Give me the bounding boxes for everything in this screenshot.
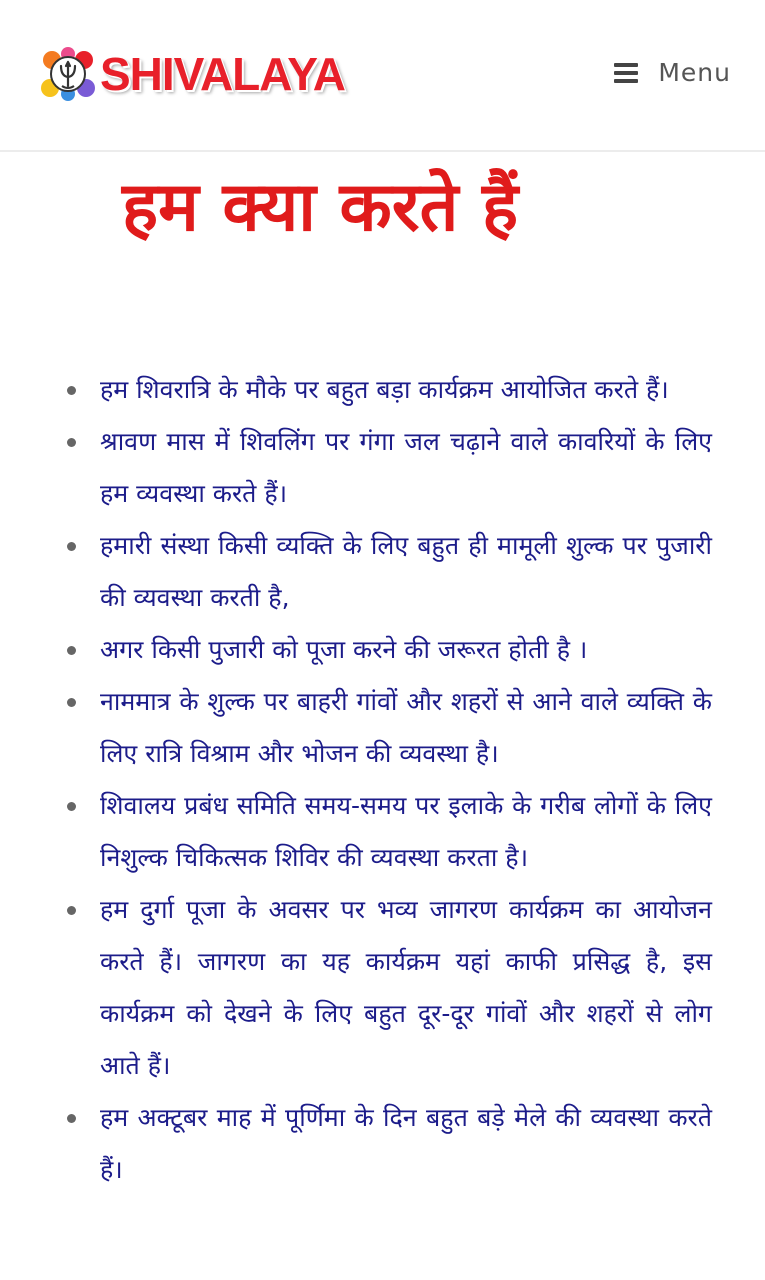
list-item (100, 624, 712, 676)
site-header (0, 0, 765, 152)
bullet-icon (67, 698, 76, 707)
bullet-icon (67, 1114, 76, 1123)
list-item-text: हम अक्टूबर माह में पूर्णिमा के दिन बहुत बड़े मेले की व्यवस्था करते हैं। (100, 1103, 712, 1184)
list-item (100, 416, 712, 520)
hamburger-icon (614, 63, 638, 83)
menu-label: Menu (658, 58, 731, 87)
bullet-icon (67, 542, 76, 551)
services-list (0, 364, 765, 1196)
bullet-icon (67, 438, 76, 447)
list-item (100, 520, 712, 624)
bullet-icon (67, 386, 76, 395)
list-item-text: हम शिवरात्रि के मौके पर बहुत बड़ा कार्यक्रम आयोजित करते हैं। (100, 375, 669, 404)
list-item-text: नाममात्र के शुल्क पर बाहरी गांवों और शहरों से आने वाले व्यक्ति के लिए रात्रि विश्राम और भोजन की व्यवस्था है। (100, 687, 712, 768)
page-title: हम क्या करते हैं (122, 168, 519, 247)
site-logo[interactable] (40, 44, 345, 104)
list-item (100, 1092, 712, 1196)
list-item (100, 884, 712, 1092)
menu-button[interactable] (614, 58, 731, 87)
bullet-icon (67, 646, 76, 655)
list-item-text: हमारी संस्था किसी व्यक्ति के लिए बहुत ही मामूली शुल्क पर पुजारी की व्यवस्था करती है, (100, 531, 712, 612)
bullet-icon (67, 906, 76, 915)
list-item (100, 780, 712, 884)
logo-wordmark: SHIVALAYA (100, 48, 345, 100)
list-item-text: शिवालय प्रबंध समिति समय-समय पर इलाके के गरीब लोगों के लिए निशुल्क चिकित्सक शिविर की व्यवस्था करता है। (100, 791, 712, 872)
list-item-text: हम दुर्गा पूजा के अवसर पर भव्य जागरण कार्यक्रम का आयोजन करते हैं। जागरण का यह कार्यक्रम यहां काफी प्रसिद्ध है, इस कार्यक्रम को देखने के लिए बहुत दूर-दूर गांवों और शहरों से लोग आते हैं। (100, 895, 712, 1080)
list-item-text: अगर किसी पुजारी को पूजा करने की जरूरत होती है । (100, 635, 588, 664)
list-item (100, 364, 712, 416)
list-item (100, 676, 712, 780)
bullet-icon (67, 802, 76, 811)
list-item-text: श्रावण मास में शिवलिंग पर गंगा जल चढ़ाने वाले कावरियों के लिए हम व्यवस्था करते हैं। (100, 427, 712, 508)
trident-om-icon (40, 46, 96, 102)
